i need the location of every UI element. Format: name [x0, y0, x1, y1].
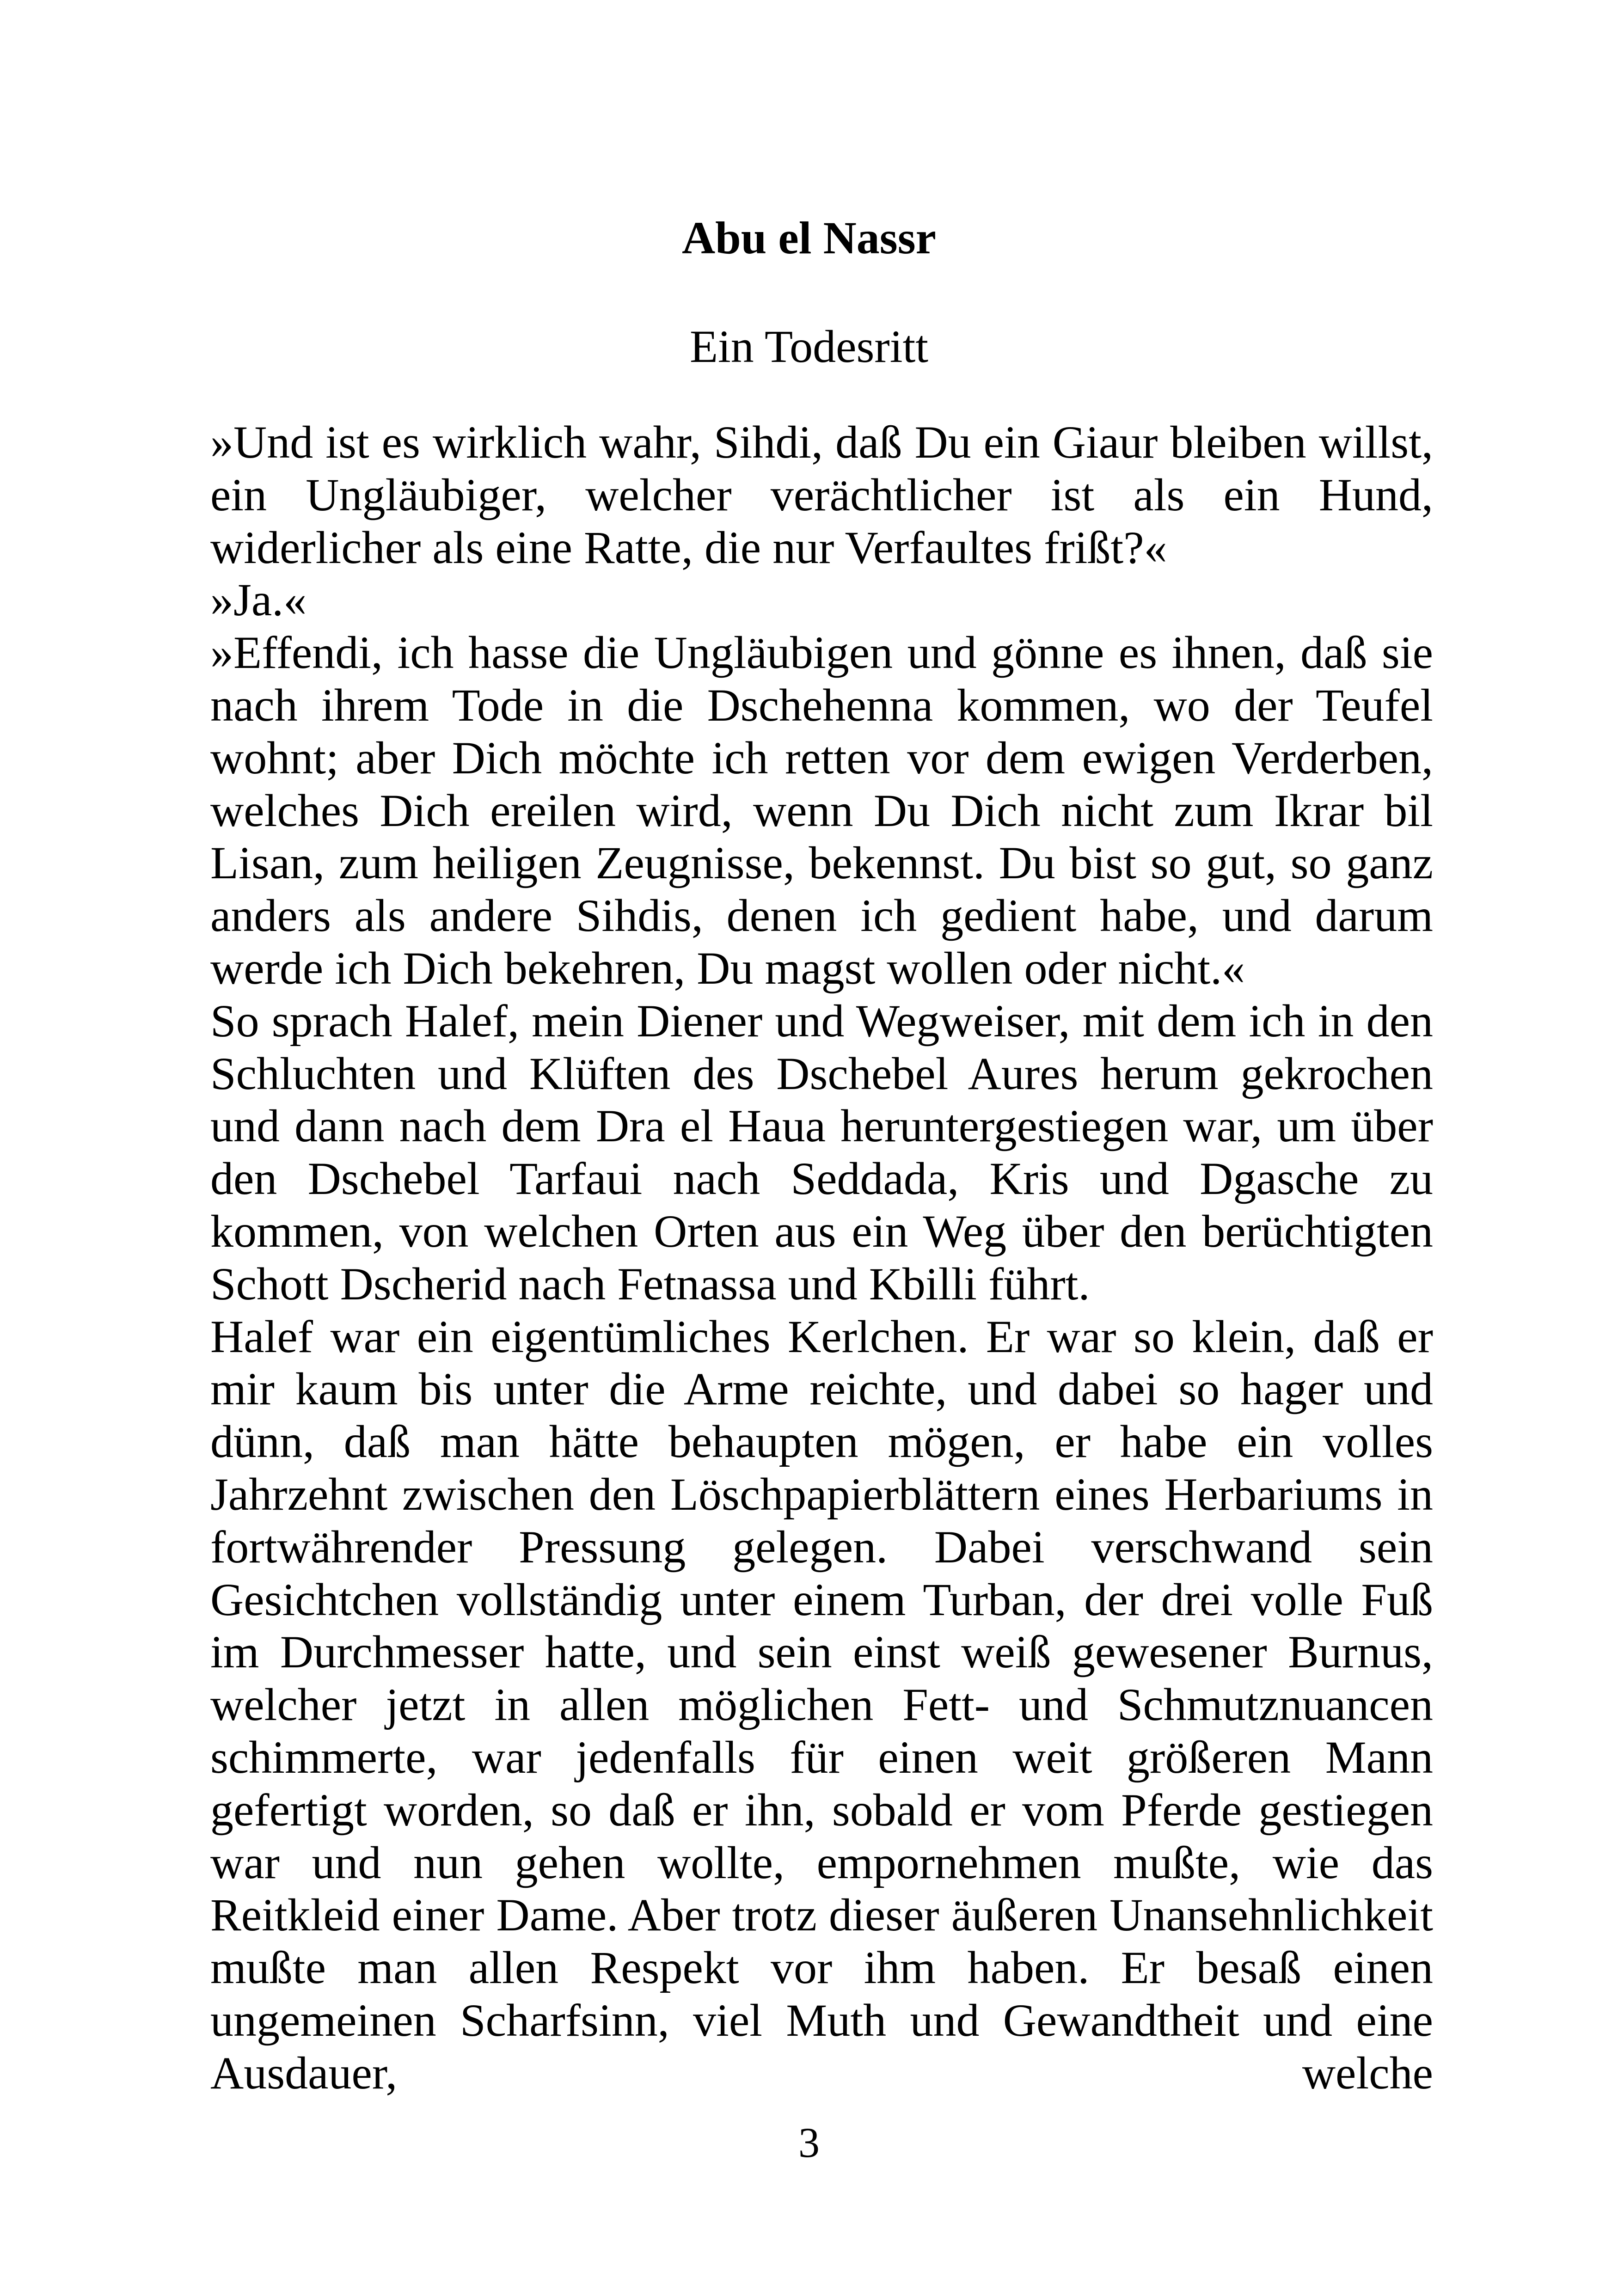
paragraph-2: »Ja.« — [210, 574, 307, 626]
body-text — [210, 416, 1433, 2100]
chapter-subtitle: Ein Todesritt — [689, 321, 929, 372]
page-number: 3 — [798, 2119, 820, 2166]
paragraph-4: So sprach Halef, mein Diener und Wegweiser, mit dem ich in den Schluchten und Klüften des Dschebel Aures herum gekrochen und dann nach dem Dra el Haua heruntergestiegen war, um über den Dschebel Tarfaui nach Seddada, Kris und Dgasche zu kommen, von welchen Orten aus ein Weg über den berüchtigten Schott Dscherid nach Fetnassa und Kbilli führt. — [210, 995, 1433, 1310]
paragraph-5: Halef war ein eigentümliches Kerlchen. Er war so klein, daß er mir kaum bis unter die Arme reichte, und dabei so hager und dünn, daß man hätte behaupten mögen, er habe ein volles Jahrzehnt zwischen den Löschpapierblättern eines Herbariums in fortwährender Pressung gelegen. Dabei verschwand sein Gesichtchen vollständig unter einem Turban, der drei volle Fuß im Durchmesser hatte, und sein einst weiß gewesener Burnus, welcher jetzt in allen möglichen Fett- und Schmutznuancen schimmerte, war jedenfalls für einen weit größeren Mann gefertigt worden, so daß er ihn, sobald er vom Pferde gestiegen war und nun gehen wollte, empornehmen mußte, wie das Reitkleid einer Dame. Aber trotz dieser äußeren Unansehnlichkeit mußte man allen Respekt vor ihm haben. Er besaß einen ungemeinen Scharfsinn, viel Muth und Gewandtheit und eine Ausdauer, welche — [210, 1310, 1433, 2099]
paragraph-3: »Effendi, ich hasse die Ungläubigen und gönne es ihnen, daß sie nach ihrem Tode in die Dschehenna kommen, wo der Teufel wohnt; aber Dich möchte ich retten vor dem ewigen Verderben, welches Dich ereilen wird, wenn Du Dich nicht zum Ikrar bil Lisan, zum heiligen Zeugnisse, bekennst. Du bist so gut, so ganz anders als andere Sihdis, denen ich gedient habe, und darum werde ich Dich bekehren, Du magst wollen oder nicht.« — [210, 627, 1433, 994]
paragraph-1: »Und ist es wirklich wahr, Sihdi, daß Du ein Giaur bleiben willst, ein Ungläubiger, welcher verächtlicher ist als ein Hund, widerlicher als eine Ratte, die nur Verfaultes frißt?« — [210, 416, 1433, 573]
chapter-title: Abu el Nassr — [681, 212, 937, 263]
